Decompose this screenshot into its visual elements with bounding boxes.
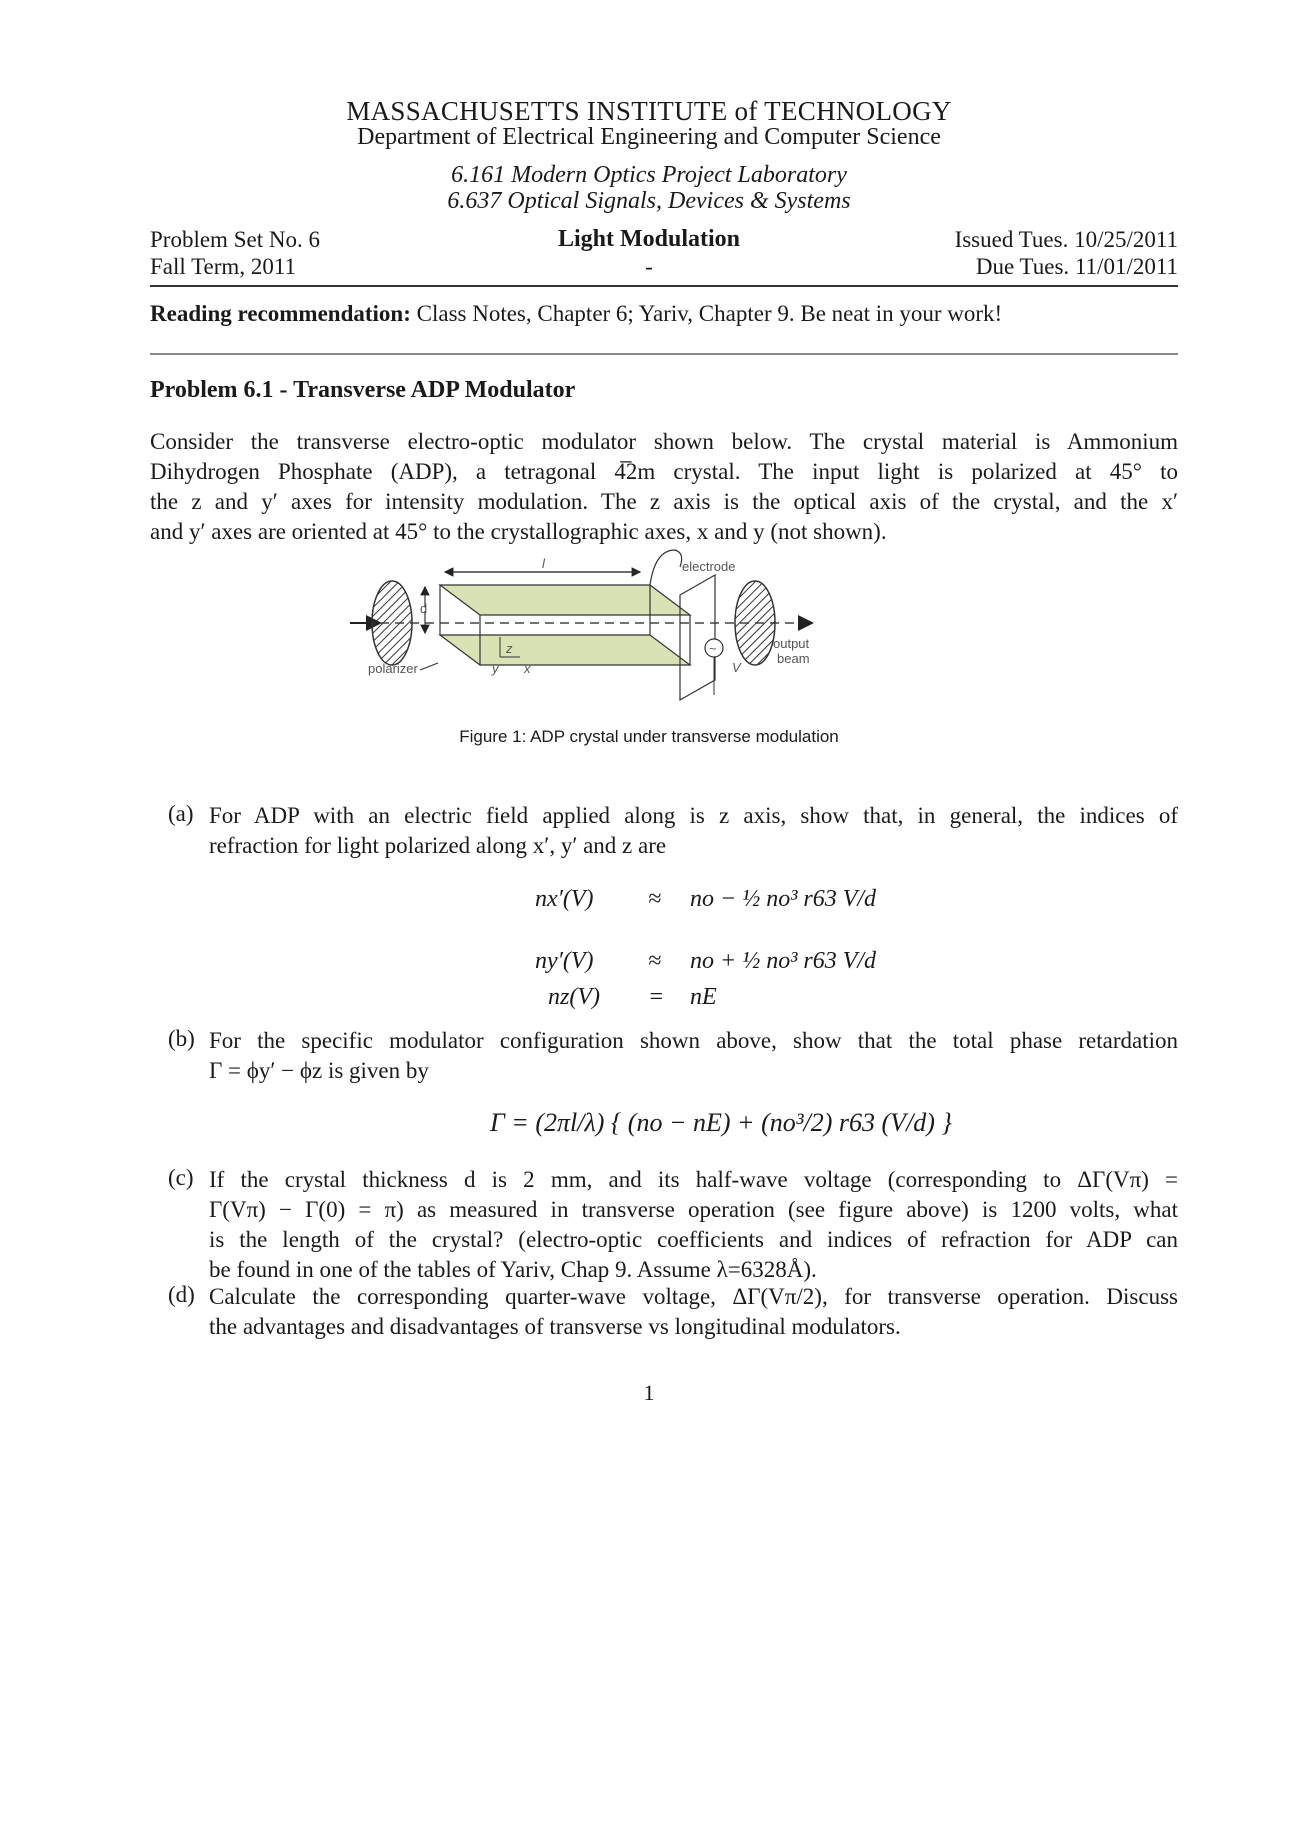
- part-b-line: For the specific modulator configuration shown above, show that the total phase retardation: [209, 1028, 1178, 1053]
- eq-nz-rhs: nE: [690, 984, 717, 1010]
- reading-recommendation: [150, 301, 1002, 327]
- term: Fall Term, 2011: [150, 254, 296, 279]
- eq-nx-lhs: nx′(V): [535, 886, 594, 912]
- part-c-line: Γ(Vπ) − Γ(0) = π) as measured in transverse operation (see figure above) is 1200 volts, what: [209, 1197, 1178, 1222]
- x-axis-label: x: [524, 661, 531, 676]
- part-d-line: the advantages and disadvantages of transverse vs longitudinal modulators.: [209, 1314, 901, 1339]
- part-c-line: is the length of the crystal? (electro-optic coefficients and indices of refraction for ADP can: [209, 1227, 1178, 1252]
- problem-intro: [150, 427, 1178, 547]
- course-title-2: 6.637 Optical Signals, Devices & Systems: [447, 188, 851, 214]
- part-c-text: [209, 1165, 1178, 1285]
- part-d-text: [209, 1282, 1178, 1342]
- part-c-line: If the crystal thickness d is 2 mm, and its half-wave voltage (corresponding to ΔΓ(Vπ) =: [209, 1167, 1178, 1192]
- part-a-line: For ADP with an electric field applied along is z axis, show that, in general, the indices of: [209, 803, 1178, 828]
- source-symbol: ~: [709, 641, 717, 656]
- section-rule: [150, 353, 1178, 355]
- issued-date: Issued Tues. 10/25/2011: [954, 227, 1178, 252]
- reading-text: Class Notes, Chapter 6; Yariv, Chapter 9. Be neat in your work!: [416, 301, 1003, 326]
- part-a-label: (a): [168, 801, 194, 826]
- part-d-line: Calculate the corresponding quarter-wave voltage, ΔΓ(Vπ/2), for transverse operation. Discuss: [209, 1284, 1178, 1309]
- crystal-bottom: [440, 635, 690, 665]
- eq-nz-op: =: [648, 984, 665, 1010]
- part-a-line: refraction for light polarized along x′, y′ and z are: [209, 833, 667, 858]
- eq-nx-op: ≈: [648, 886, 662, 912]
- intro-line: Dihydrogen Phosphate (ADP), a tetragonal 4̅2m crystal. The input light is polarized at 45° to: [150, 459, 1178, 484]
- due-date: Due Tues. 11/01/2011: [975, 254, 1178, 279]
- institution-name: MASSACHUSETTS INSTITUTE of TECHNOLOGY: [346, 96, 952, 126]
- eq-ny-rhs: no + ½ no³ r63 V/d: [690, 948, 877, 974]
- problem-heading: Problem 6.1 - Transverse ADP Modulator: [150, 377, 576, 403]
- problem-set-number: Problem Set No. 6: [150, 227, 320, 252]
- part-c-label: (c): [168, 1165, 194, 1190]
- part-c-line: be found in one of the tables of Yariv, Chap 9. Assume λ=6328Å).: [209, 1257, 817, 1282]
- thickness-label: d: [420, 601, 428, 616]
- polarizer-disc: [372, 581, 412, 665]
- part-b-line: Γ = ϕy′ − ϕz is given by: [209, 1058, 429, 1083]
- intro-line: the z and y′ axes for intensity modulation. The z axis is the optical axis of the crystal, and the x′: [150, 489, 1178, 514]
- eq-nz-lhs: nz(V): [548, 984, 600, 1010]
- header-rule: [150, 285, 1178, 287]
- eq-gamma: Γ = (2πl/λ) { (no − nE) + (no³/2) r63 (V/d) }: [490, 1108, 952, 1137]
- eq-ny-lhs: ny′(V): [535, 948, 594, 974]
- course-title-1: 6.161 Modern Optics Project Laboratory: [451, 162, 847, 188]
- crystal-top: [440, 585, 690, 615]
- title-sub: -: [645, 254, 653, 279]
- part-d-label: (d): [168, 1282, 195, 1307]
- intro-line: and y′ axes are oriented at 45° to the crystallographic axes, x and y (not shown).: [150, 519, 887, 544]
- reading-label: Reading recommendation:: [150, 301, 411, 326]
- page-title: Light Modulation: [557, 226, 741, 252]
- eq-nx-rhs: no − ½ no³ r63 V/d: [690, 886, 877, 912]
- length-label: l: [542, 556, 545, 571]
- electrode-label: electrode: [682, 559, 736, 574]
- voltage-label: V: [732, 660, 741, 675]
- z-axis-label: z: [506, 641, 513, 656]
- analyzer-disc: [735, 581, 775, 665]
- intro-line: Consider the transverse electro-optic modulator shown below. The crystal material is Ammonium: [150, 429, 1178, 454]
- y-axis-label: y: [492, 661, 499, 676]
- part-b-text: [209, 1026, 1178, 1086]
- electrode-plate: [680, 575, 715, 700]
- part-b-label: (b): [168, 1026, 195, 1051]
- modulator-figure: [350, 545, 970, 720]
- output-label-1: output: [773, 636, 810, 651]
- output-label-2: beam: [777, 651, 810, 666]
- figure-caption: Figure 1: ADP crystal under transverse modulation: [459, 727, 839, 746]
- part-a-text: [209, 801, 1178, 861]
- department-name: Department of Electrical Engineering and Computer Science: [357, 124, 941, 150]
- polarizer-label: polarizer: [368, 661, 418, 676]
- page-number: 1: [643, 1380, 655, 1405]
- eq-ny-op: ≈: [648, 948, 662, 974]
